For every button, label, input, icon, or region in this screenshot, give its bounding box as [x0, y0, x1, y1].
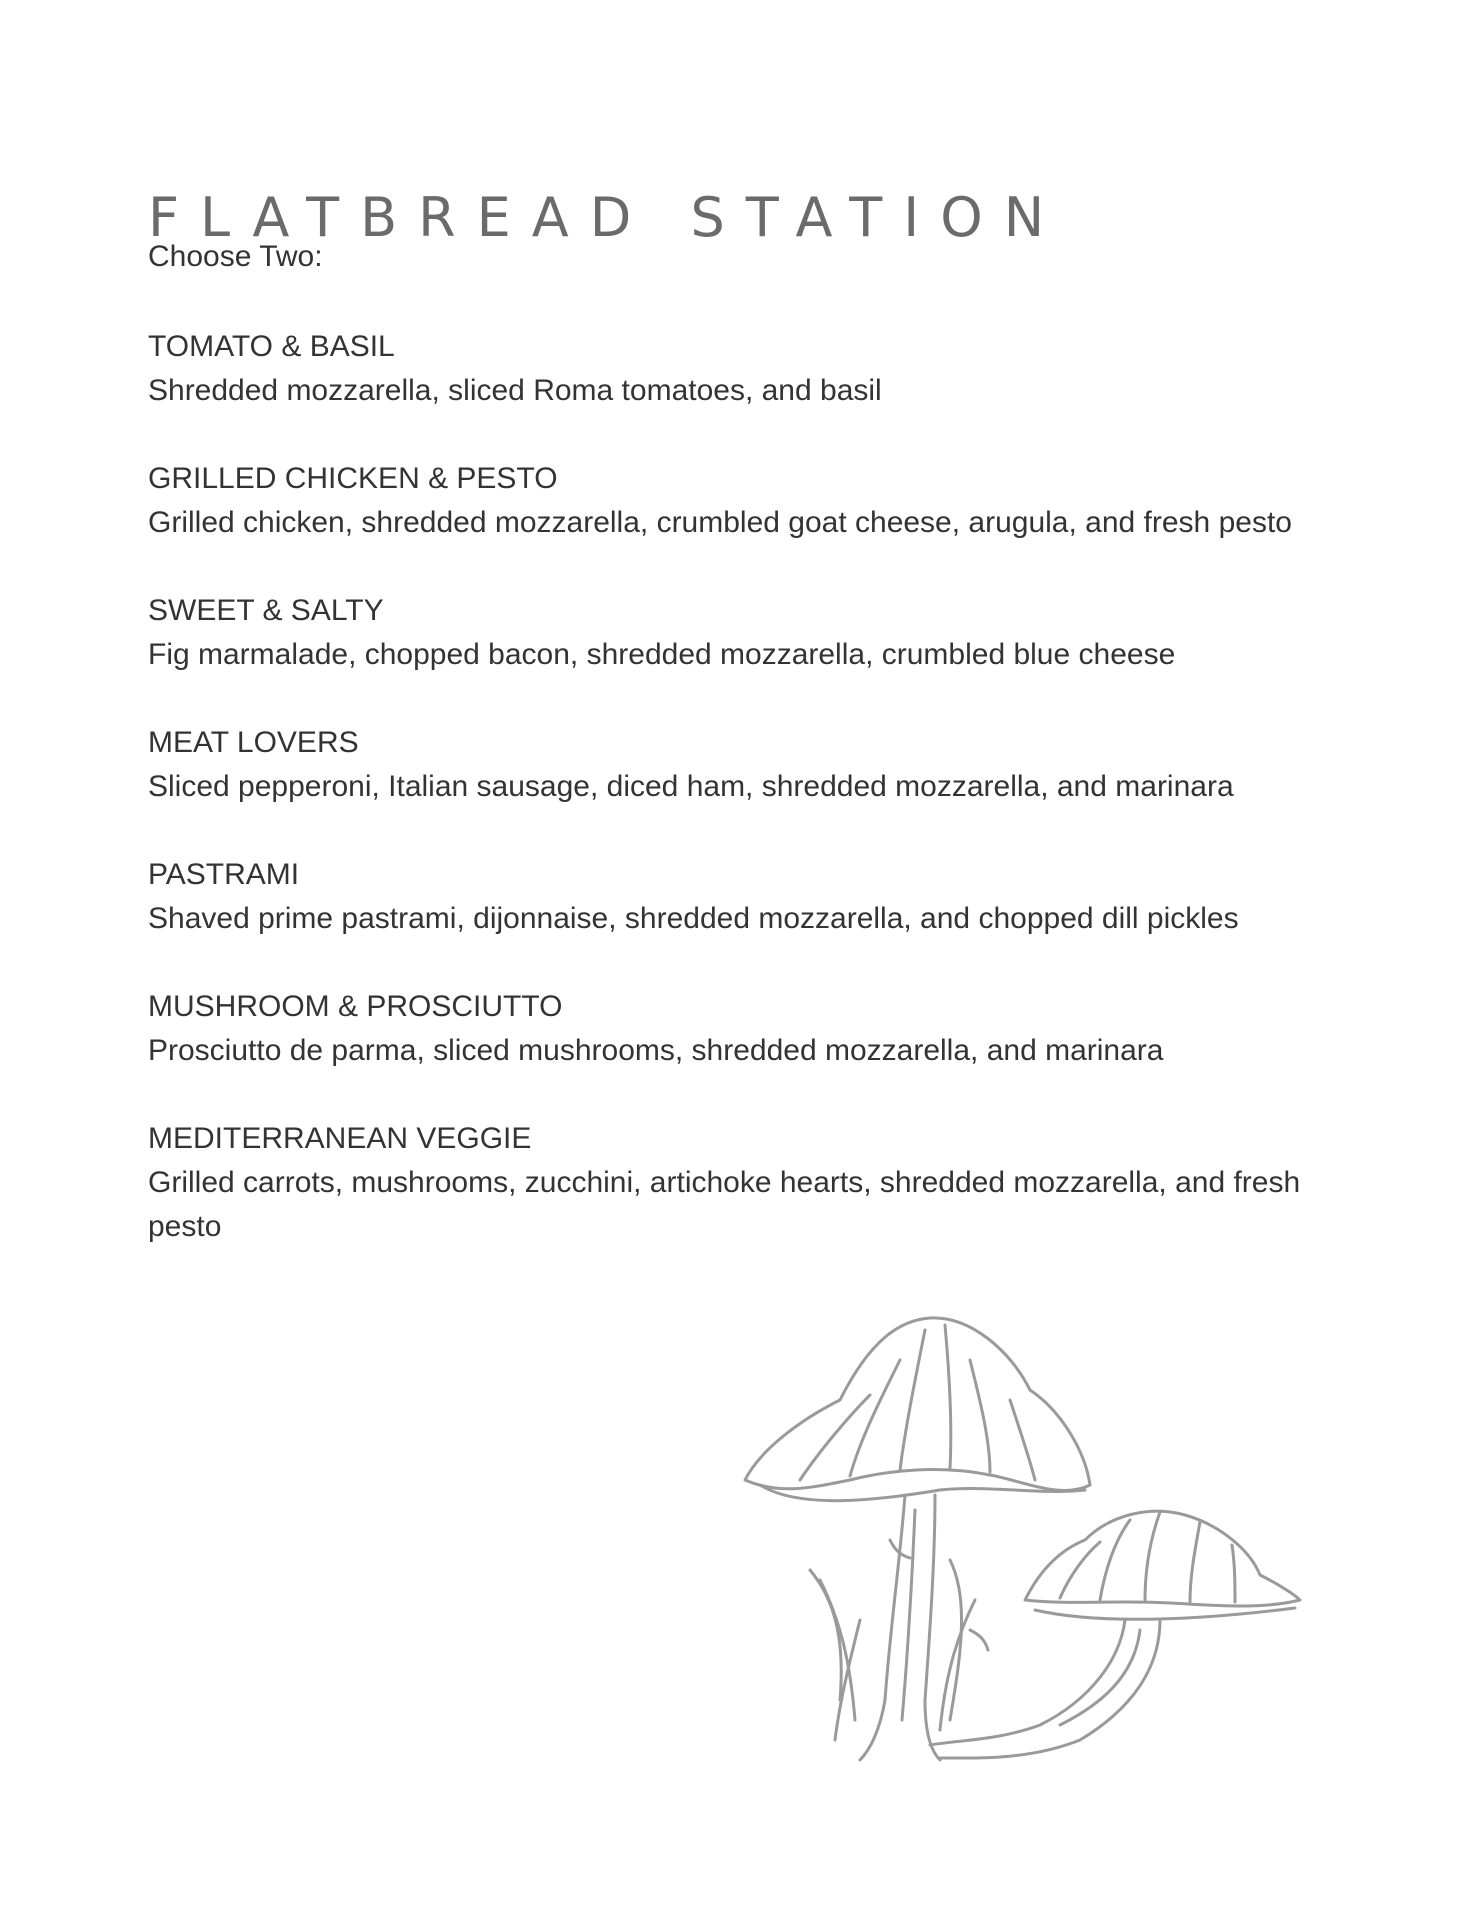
menu-item [148, 325, 1348, 413]
menu-item [148, 985, 1348, 1073]
menu-item [148, 589, 1348, 677]
menu-item-description: Grilled chicken, shredded mozzarella, crumbled goat cheese, arugula, and fresh pesto [148, 506, 1292, 539]
menu-item [148, 1117, 1348, 1249]
menu-list [148, 325, 1348, 1293]
menu-item-description: Shaved prime pastrami, dijonnaise, shredded mozzarella, and chopped dill pickles [148, 902, 1239, 935]
menu-item-description: Prosciutto de parma, sliced mushrooms, shredded mozzarella, and marinara [148, 1034, 1164, 1067]
menu-item [148, 457, 1348, 545]
menu-item-description: Grilled carrots, mushrooms, zucchini, artichoke hearts, shredded mozzarella, and fresh pesto [148, 1166, 1301, 1243]
mushroom-illustration-icon [740, 1300, 1340, 1770]
menu-item-name: SWEET & SALTY [148, 594, 384, 627]
menu-item-description: Shredded mozzarella, sliced Roma tomatoes, and basil [148, 374, 882, 407]
menu-item-name: MEDITERRANEAN VEGGIE [148, 1122, 532, 1155]
page-title: FLATBREAD STATION [148, 186, 1066, 250]
menu-item-description: Sliced pepperoni, Italian sausage, diced ham, shredded mozzarella, and marinara [148, 770, 1234, 803]
menu-item [148, 853, 1348, 941]
menu-intro: Choose Two: [148, 240, 323, 273]
menu-item-name: PASTRAMI [148, 858, 300, 891]
menu-item-name: TOMATO & BASIL [148, 330, 395, 363]
menu-item-name: GRILLED CHICKEN & PESTO [148, 462, 558, 495]
menu-item-description: Fig marmalade, chopped bacon, shredded mozzarella, crumbled blue cheese [148, 638, 1176, 671]
menu-item [148, 721, 1348, 809]
menu-item-name: MUSHROOM & PROSCIUTTO [148, 990, 563, 1023]
menu-item-name: MEAT LOVERS [148, 726, 359, 759]
